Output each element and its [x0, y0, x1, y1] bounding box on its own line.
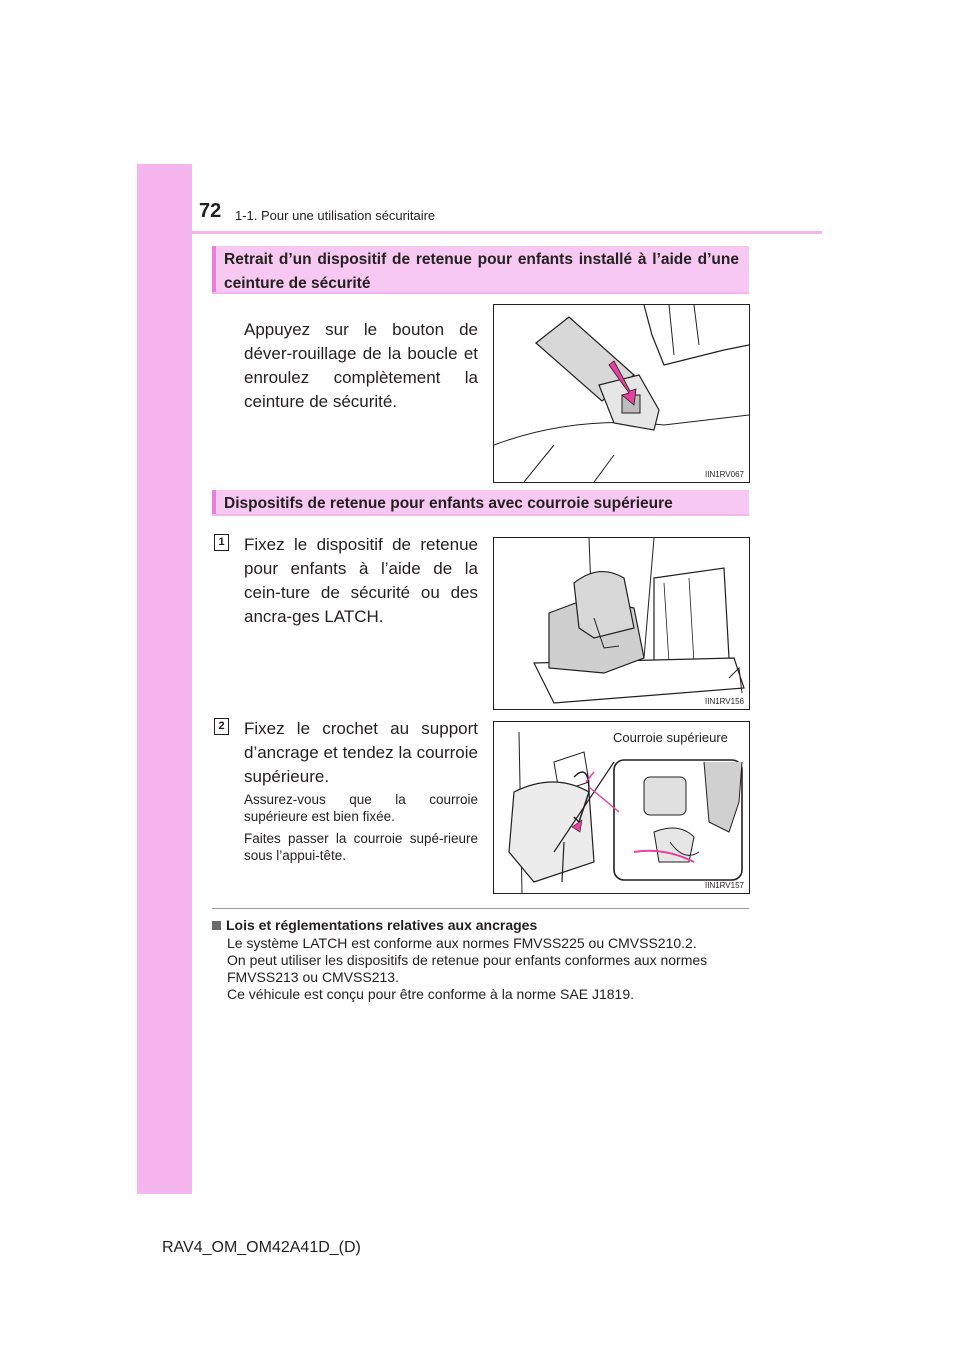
figure-top-tether	[493, 721, 750, 894]
section1-text: Appuyez sur le bouton de déver-rouillage de la boucle et enroulez complètement la ceinture de sécurité.	[244, 320, 478, 411]
notes-body	[227, 935, 757, 1003]
top-tether-illustration	[494, 722, 749, 893]
figure-code: IIN1RV157	[705, 881, 744, 890]
section-title: 1-1. Pour une utilisation sécuritaire	[235, 208, 436, 223]
document-code: RAV4_OM_OM42A41D_(D)	[162, 1239, 361, 1256]
heading-remove-seatbelt-restraint	[212, 246, 749, 294]
step2-note-1: Assurez-vous que la courroie supérieure est bien fixée.	[244, 792, 478, 824]
side-tab	[137, 164, 192, 1194]
header-rule	[192, 231, 822, 234]
notes-line: Ce véhicule est conçu pour être conforme à la norme SAE J1819.	[227, 986, 634, 1002]
square-bullet-icon	[212, 921, 221, 930]
notes-divider	[212, 908, 749, 909]
step-number-2: 2	[214, 718, 229, 735]
figure-code: IIN1RV156	[705, 697, 744, 706]
notes-title	[212, 917, 537, 933]
figure-child-seat-installed	[493, 537, 750, 710]
heading-top-tether-restraint	[212, 490, 749, 516]
child-seat-illustration	[494, 538, 749, 709]
heading-text: Dispositifs de retenue pour enfants avec courroie supérieure	[224, 495, 673, 512]
page-number: 72	[199, 200, 222, 222]
notes-title-text: Lois et réglementations relatives aux ancrages	[226, 917, 538, 933]
notes-line: Le système LATCH est conforme aux normes FMVSS225 ou CMVSS210.2.	[227, 935, 697, 951]
buckle-release-illustration	[494, 305, 749, 482]
step1-text: Fixez le dispositif de retenue pour enfants à l’aide de la cein-ture de sécurité ou des ancra-ges LATCH.	[244, 535, 478, 626]
step2-text: Fixez le crochet au support d’ancrage et tendez la courroie supérieure.	[244, 719, 478, 786]
figure-buckle-release	[493, 304, 750, 483]
heading-text: Retrait d’un dispositif de retenue pour enfants installé à l’aide d’une ceinture de sécurité	[224, 251, 739, 292]
notes-line: On peut utiliser les dispositifs de retenue pour enfants conformes aux normes FMVSS213 ou CMVSS213.	[227, 952, 708, 985]
step-number-1: 1	[214, 534, 229, 551]
figure-callout-label: Courroie supérieure	[613, 730, 728, 745]
figure-code: IIN1RV067	[705, 470, 744, 479]
step2-note-2: Faites passer la courroie supé-rieure sous l’appui-tête.	[244, 831, 478, 863]
